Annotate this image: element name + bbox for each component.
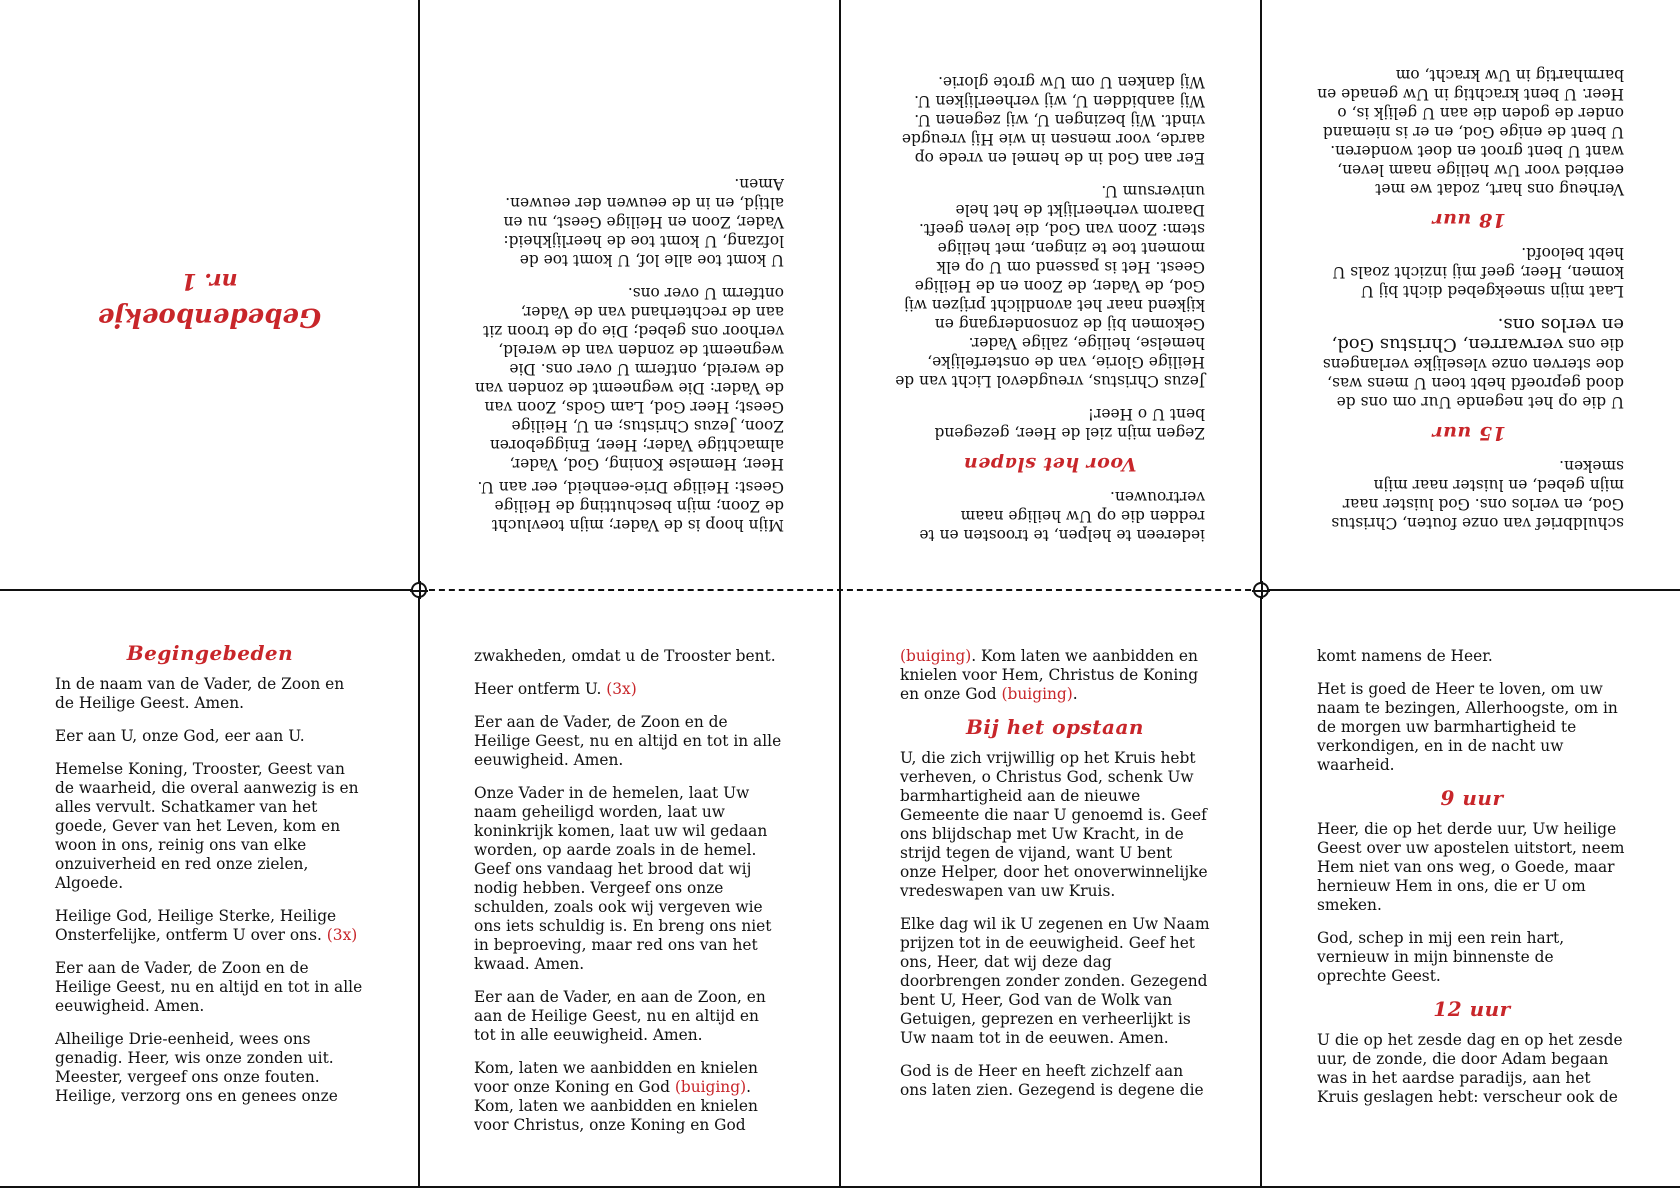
- paragraph: iedereen te helpen, te troosten en te redden die op Uw heilige naam vertrouwen.: [919, 488, 1205, 544]
- bottom-panel-1-text: [55, 641, 365, 1120]
- paragraph: schuldbrief van onze fouten, Christus God, en verlos ons. God luister naar mijn gebed, en luister naar mijn smeken.: [1331, 457, 1624, 532]
- paragraph: In de naam van de Vader, de Zoon en de Heilige Geest. Amen.: [55, 675, 345, 712]
- paragraph: Heer, die op het derde uur, Uw heilige Geest over uw apostelen uitstort, neem Hem niet van ons weg, o Goede, maar hernieuw Hem in ons, die er U om smeken.: [1317, 820, 1625, 914]
- paragraph: [474, 1059, 784, 1135]
- paragraph: Verheug ons hart, zodat we met eerbied voor Uw heilige naam leven, want U bent groot en doet wonderen. U bent de enige God, en er is niemand onder de goden die aan U gelijk is, o Heer. U bent krachtig in Uw genade en barmhartig in Uw kracht, om: [1317, 66, 1624, 198]
- top-panel-2-text: [474, 160, 784, 534]
- paragraph: [900, 647, 1210, 704]
- bottom-panel-2-text: [474, 647, 784, 1149]
- paragraph-part-large: verwarren, Christus God, en verlos: [1331, 314, 1624, 355]
- fold-line-horizontal-left: [0, 589, 419, 591]
- bottom-panel-1: [0, 590, 419, 1188]
- paragraph-part: U die op het negende Uur om ons de dood geproefd hebt toen U mens was, doe sterven onze vleselijke verlangens die ons: [1322, 335, 1624, 411]
- top-panel-4: [1261, 0, 1680, 590]
- bow-marker: (buiging): [1001, 685, 1073, 703]
- booklet-number: nr. 1: [181, 268, 238, 294]
- heading-voor-het-slapen: Voor het slapen: [963, 453, 1137, 475]
- top-panel-4-text: [1314, 51, 1624, 532]
- cut-line-dashed: [419, 589, 1261, 591]
- paragraph-part: Heer ontferm U.: [474, 680, 602, 698]
- paragraph: Eer aan de Vader, de Zoon en de Heilige Geest, nu en altijd en tot in alle eeuwigheid. Amen.: [474, 713, 782, 769]
- paragraph-part: Heilige God, Heilige Sterke, Heilige Onsterfelijke, ontferm U over ons.: [55, 907, 337, 944]
- paragraph: Laat mijn smeekgebed dicht bij U komen, Heer, geef mij inzicht zoals U hebt beloofd.: [1332, 244, 1624, 300]
- paragraph: U, die zich vrijwillig op het Kruis hebt verheven, o Christus God, schenk Uw barmhartigheid aan de nieuwe Gemeente die naar U genoemd is. Geef ons blijdschap met Uw Kracht, in de strijd tegen de vijand, want U bent onze Helper, door het onoverwinnelijke vredeswapen van uw Kruis.: [900, 749, 1208, 900]
- paragraph: komt namens de Heer.: [1317, 647, 1493, 665]
- paragraph: Zegen mijn ziel de Heer, gezegend bent U o Heer!: [934, 405, 1205, 442]
- heading-15-uur: 15 uur: [1432, 422, 1506, 444]
- paragraph: [1314, 314, 1624, 411]
- booklet-title: Gebedenboekje: [97, 302, 322, 332]
- paragraph: Elke dag wil ik U zegenen en Uw Naam prijzen tot in de eeuwigheid. Geef het ons, Heer, dat wij deze dag doorbrengen zonder zonden. Gezegend bent U, Heer, God van de Wolk van Getuigen, geprezen en verheerlijkt is Uw naam tot in de eeuwen. Amen.: [900, 915, 1210, 1047]
- paragraph: [474, 680, 784, 699]
- paragraph: Hemelse Koning, Trooster, Geest van de waarheid, die overal aanwezig is en alles vervult. Schatkamer van het goede, Gever van het Leven, kom en woon in ons, reinig ons van elke onzuiverheid en red onze zielen, Algoede.: [55, 760, 359, 892]
- top-panel-3-text: [895, 58, 1205, 544]
- bow-marker: (buiging): [674, 1078, 747, 1096]
- heading-18-uur: 18 uur: [1432, 209, 1506, 231]
- paragraph: Het is goed de Heer te loven, om uw naam te bezingen, Allerhoogste, om in de morgen uw barmhartigheid te verkondigen, en in de nacht uw waarheid.: [1317, 680, 1618, 774]
- paragraph: Eer aan de Vader, de Zoon en de Heilige Geest, nu en altijd en tot in alle eeuwigheid. Amen.: [55, 959, 363, 1015]
- bottom-panel-4-text: [1317, 647, 1627, 1121]
- heading-begingebeden: Begingebeden: [126, 641, 294, 665]
- heading-12-uur: 12 uur: [1433, 997, 1511, 1021]
- paragraph: God, schep in mij een rein hart, vernieuw in mijn binnenste de oprechte Geest.: [1317, 929, 1565, 985]
- bottom-panel-3-text: [900, 647, 1210, 1114]
- paragraph: U die op het zesde dag en op het zesde uur, de zonde, die door Adam begaan was in het aardse paradijs, aan het Kruis geslagen hebt: verscheur ook de: [1317, 1031, 1623, 1106]
- top-panel-3: [840, 0, 1261, 590]
- paragraph: Onze Vader in de hemelen, laat Uw naam geheiligd worden, laat uw koninkrijk komen, laat uw wil gedaan worden, op aarde zoals in de hemel. Geef ons vandaag het brood dat wij nodig hebben. Vergeef ons onze schulden, zoals ook wij vergeven wie ons iets schuldig is. En breng ons niet in beproeving, maar red ons van het kwaad. Amen.: [474, 784, 772, 973]
- paragraph-part: Kom, laten we aanbidden en knielen voor onze Koning en God: [474, 1059, 758, 1096]
- bow-marker: (buiging): [900, 647, 972, 665]
- repeat-marker: (3x): [606, 680, 637, 698]
- paragraph: Jezus Christus, vreugdevol Licht van de Heilige Glorie, van de onsterfelijke, hemelse, heilige, zalige Vader. Gekomen bij de zonsondergang en kijkend naar het avondlicht prijzen wij God, de Vader, de Zoon en de Heilige Geest. Het is passend om U op elk moment toe te zingen, met heilige stem: Zoon van God, die leven geeft. Daarom verheerlijkt de het hele universum U.: [895, 182, 1205, 390]
- bottom-panel-4: [1261, 590, 1680, 1188]
- heading-bij-het-opstaan: Bij het opstaan: [966, 715, 1144, 739]
- bottom-panel-2: [419, 590, 840, 1188]
- heading-9-uur: 9 uur: [1440, 786, 1504, 810]
- paragraph: U komt toe alle lof, U komt toe de lofzang, U komt toe de heerlijkheid: Vader, Zoon en Heilige Geest, nu en altijd, en in de eeuwen der eeuwen. Amen.: [503, 175, 784, 269]
- paragraph-part: ons.: [1497, 314, 1541, 335]
- fold-line-2: [839, 0, 841, 1188]
- paragraph-part: .: [1072, 685, 1078, 703]
- fold-line-horizontal-right: [1261, 589, 1680, 591]
- paragraph: Eer aan U, onze God, eer aan U.: [55, 727, 305, 745]
- paragraph: Heer, Hemelse Koning, God, Vader, almachtige Vader; Heer, Eniggeboren Zoon, Jezus Christus; en U, Heilige Geest; Heer God, Lam Gods, Zoon van de Vader: Die wegneemt de zonden van de wereld, ontferm U over ons. Die wegneemt de zonden van de wereld, verhoor ons gebed; Die op de troon zit aan de rechterhand van de Vader, ontferm U over ons.: [474, 284, 784, 473]
- top-panel-2: [419, 0, 840, 590]
- paragraph: Eer aan de Vader, en aan de Zoon, en aan de Heilige Geest, nu en altijd en tot in alle eeuwigheid. Amen.: [474, 988, 766, 1044]
- paragraph: God is de Heer en heeft zichzelf aan ons laten zien. Gezegend is degene die: [900, 1062, 1204, 1099]
- cover-panel: [0, 0, 419, 590]
- paragraph-part: . Kom laten we aanbidden en knielen voor Hem, Christus de Koning en onze God: [900, 647, 1199, 703]
- paragraph: Eer aan God in de hemel en vrede op aarde, voor mensen in wie Hij vreugde vindt. Wij bezingen U, wij zegenen U. Wij aanbidden U, wij verheerlijken U. Wij danken U om Uw grote glorie.: [901, 73, 1205, 167]
- paragraph-part: . Kom, laten we aanbidden en knielen voor Christus, onze Koning en God: [474, 1078, 758, 1134]
- paragraph: [55, 907, 365, 945]
- paragraph: zwakheden, omdat u de Trooster bent.: [474, 647, 776, 665]
- repeat-marker: (3x): [326, 926, 358, 944]
- paragraph: Mijn hoop is de Vader; mijn toevlucht de Zoon; mijn beschutting de Heilige Geest: Heilige Drie-eenheid, eer aan U.: [477, 478, 784, 534]
- bottom-panel-3: [840, 590, 1261, 1188]
- paragraph: Alheilige Drie-eenheid, wees ons genadig. Heer, wis onze zonden uit. Meester, vergeef ons onze fouten. Heilige, verzorg ons en genees onze: [55, 1030, 338, 1105]
- registration-mark-right: [1253, 582, 1269, 598]
- registration-mark-left: [411, 582, 427, 598]
